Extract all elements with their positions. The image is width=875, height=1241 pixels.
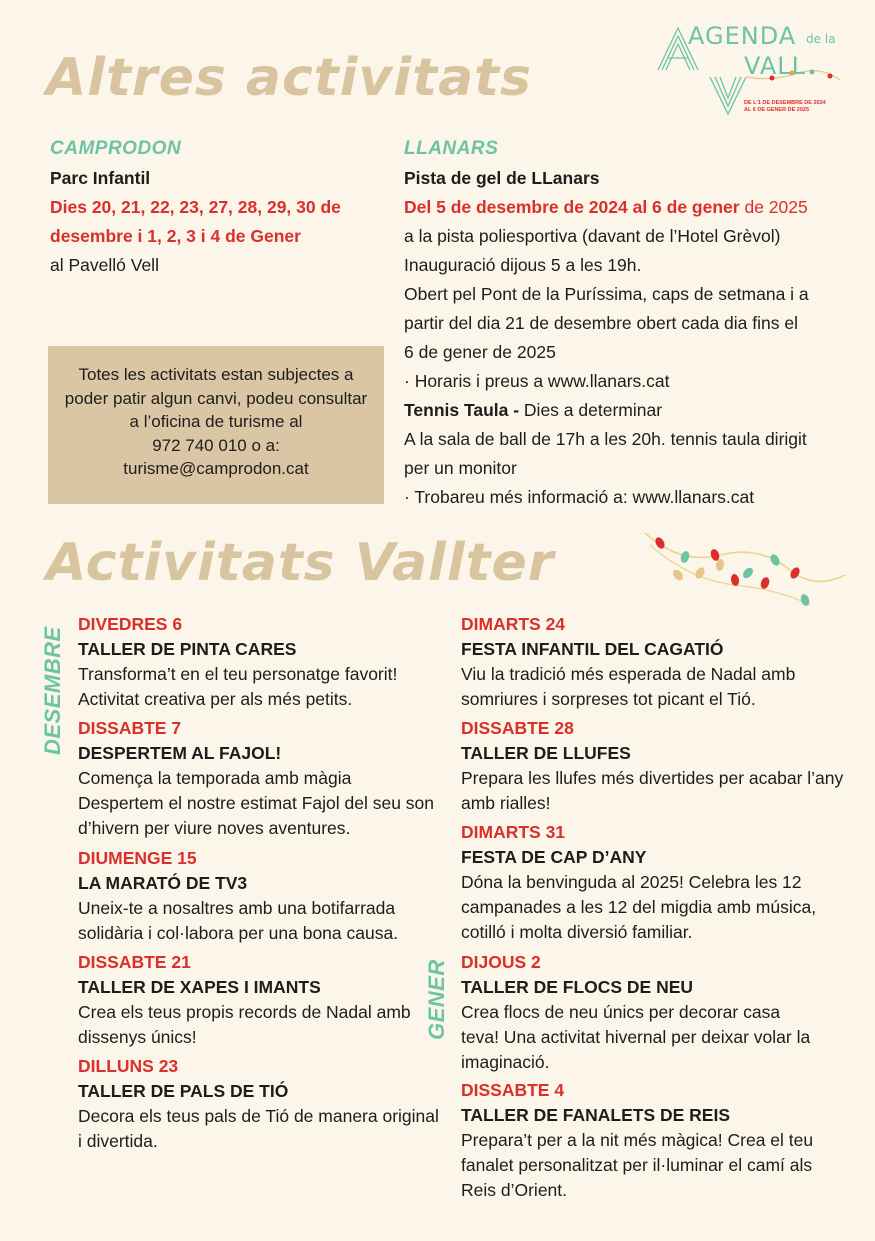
heading-activitats-vallter: Activitats Vallter	[46, 533, 555, 593]
logo-word-vall: VALL	[744, 52, 807, 80]
event-desc: cotilló i molta diversió familiar.	[461, 922, 693, 942]
event-desc: Uneix-te a nosaltres amb una botifarrada	[78, 898, 396, 918]
event-title: TALLER DE PINTA CARES	[78, 639, 297, 659]
camprodon-dates-2: desembre i 1, 2, 3 i 4 de Gener	[50, 226, 301, 246]
notice-line: turisme@camprodon.cat	[123, 459, 309, 478]
event-title: TALLER DE XAPES I IMANTS	[78, 977, 321, 997]
event-title: FESTA INFANTIL DEL CAGATIÓ	[461, 639, 724, 659]
llanars-line: A la sala de ball de 17h a les 20h. tennis taula dirigit	[404, 429, 807, 449]
event-date: DISSABTE 4	[461, 1080, 565, 1100]
month-label-gener: GENER	[424, 959, 449, 1040]
notice-line: a l’oficina de turisme al	[129, 412, 303, 431]
tennis-when: Dies a determinar	[523, 400, 663, 420]
event-desc: campanades a les 12 del migdia amb música,	[461, 897, 817, 917]
llanars-line: 6 de gener de 2025	[404, 342, 556, 362]
llanars-line: Obert pel Pont de la Puríssima, caps de setmana i a	[404, 284, 809, 304]
event-title: TALLER DE LLUFES	[461, 743, 631, 763]
event-desc: Prepara’t per a la nit més màgica! Crea el teu	[461, 1130, 814, 1150]
heading-altres-activitats: Altres activitats	[46, 48, 532, 108]
llanars-line: partir del dia 21 de desembre obert cada dia fins el	[404, 313, 798, 333]
event-date: DIUMENGE 15	[78, 848, 197, 868]
event-desc: Crea els teus propis records de Nadal amb	[78, 1002, 411, 1022]
camprodon-title: Parc Infantil	[50, 168, 151, 188]
logo-word-agenda: AGENDA	[688, 22, 797, 50]
llanars-dates: Del 5 de desembre de 2024 al 6 de gener	[404, 197, 740, 217]
camprodon-dates-1: Dies 20, 21, 22, 23, 27, 28, 29, 30 de	[50, 197, 341, 217]
event	[78, 612, 397, 712]
event-desc: i divertida.	[78, 1131, 158, 1151]
event-title: LA MARATÓ DE TV3	[78, 873, 248, 893]
llanars-dates-tail: de 2025	[739, 197, 808, 217]
event-date: DIMARTS 24	[461, 614, 566, 634]
notice-line: Totes les activitats estan subjectes a	[78, 365, 354, 384]
event-desc: Crea flocs de neu únics per decorar casa	[461, 1002, 781, 1022]
notice-line: 972 740 010 o a:	[152, 435, 280, 455]
llanars-title: Pista de gel de LLanars	[404, 168, 600, 188]
camprodon-block	[50, 164, 341, 280]
event-title: FESTA DE CAP D’ANY	[461, 847, 647, 867]
event-title: TALLER DE FLOCS DE NEU	[461, 977, 694, 997]
event-desc: somriures i sorpreses tot picant el Tió.	[461, 689, 756, 709]
llanars-line: per un monitor	[404, 458, 517, 478]
event-date: DISSABTE 28	[461, 718, 574, 738]
event	[461, 820, 816, 945]
month-label-desembre: DESEMBRE	[40, 626, 65, 755]
event-title: TALLER DE FANALETS DE REIS	[461, 1105, 730, 1125]
event-desc: Reis d’Orient.	[461, 1180, 568, 1200]
event-date: DIJOUS 2	[461, 952, 541, 972]
christmas-lights-icon	[640, 525, 850, 610]
event	[461, 950, 810, 1075]
agenda-de-la-vall-logo	[652, 22, 852, 122]
event-desc: Activitat creativa per als més petits.	[78, 689, 353, 709]
event-desc: solidària i col·labora per una bona causa.	[78, 923, 399, 943]
event-desc: Comença la temporada amb màgia	[78, 768, 352, 788]
event	[461, 716, 843, 816]
event	[78, 1054, 439, 1154]
event-date: DIVEDRES 6	[78, 614, 183, 634]
event-desc: Viu la tradició més esperada de Nadal amb	[461, 664, 796, 684]
event	[461, 612, 795, 712]
logo-word-dela: de la	[806, 32, 836, 46]
event-desc: fanalet personalitzat per il·luminar el camí als	[461, 1155, 813, 1175]
llanars-line: · Horaris i preus a www.llanars.cat	[404, 371, 670, 391]
event-desc: dissenys únics!	[78, 1027, 197, 1047]
event-desc: Despertem el nostre estimat Fajol del seu son	[78, 793, 434, 813]
logo-dates-1: DE L'1 DE DESEMBRE DE 2024	[744, 100, 826, 106]
tennis-title: Tennis Taula -	[404, 400, 524, 420]
event-title: DESPERTEM AL FAJOL!	[78, 743, 282, 763]
event-title: TALLER DE PALS DE TIÓ	[78, 1081, 289, 1101]
event-desc: imaginació.	[461, 1052, 550, 1072]
town-camprodon: CAMPRODON	[50, 138, 182, 159]
event-date: DISSABTE 21	[78, 952, 191, 972]
logo-dates-2: AL 6 DE GENER DE 2025	[744, 107, 810, 113]
event	[78, 950, 411, 1050]
event	[78, 716, 434, 841]
llanars-line: Inauguració dijous 5 a les 19h.	[404, 255, 642, 275]
event	[78, 846, 398, 946]
event-desc: teva! Una activitat hivernal per deixar volar la	[461, 1027, 811, 1047]
llanars-line: a la pista poliesportiva (davant de l’Hotel Grèvol)	[404, 226, 781, 246]
event-desc: amb rialles!	[461, 793, 551, 813]
llanars-line: · Trobareu més informació a: www.llanars.cat	[404, 487, 755, 507]
event-desc: Dóna la benvinguda al 2025! Celebra les 12	[461, 872, 802, 892]
event-date: DILLUNS 23	[78, 1056, 179, 1076]
event-desc: Decora els teus pals de Tió de manera original	[78, 1106, 439, 1126]
event-date: DIMARTS 31	[461, 822, 566, 842]
notice-box	[48, 346, 384, 504]
notice-line: poder patir algun canvi, podeu consultar	[64, 388, 368, 408]
camprodon-place: al Pavelló Vell	[50, 255, 159, 275]
event	[461, 1078, 813, 1203]
event-desc: Transforma’t en el teu personatge favorit!	[78, 664, 398, 684]
llanars-block	[404, 164, 809, 512]
event-desc: Prepara les llufes més divertides per acabar l’any	[461, 768, 844, 788]
town-llanars: LLANARS	[404, 138, 499, 159]
event-date: DISSABTE 7	[78, 718, 182, 738]
event-desc: d’hivern per viure noves aventures.	[78, 818, 351, 838]
